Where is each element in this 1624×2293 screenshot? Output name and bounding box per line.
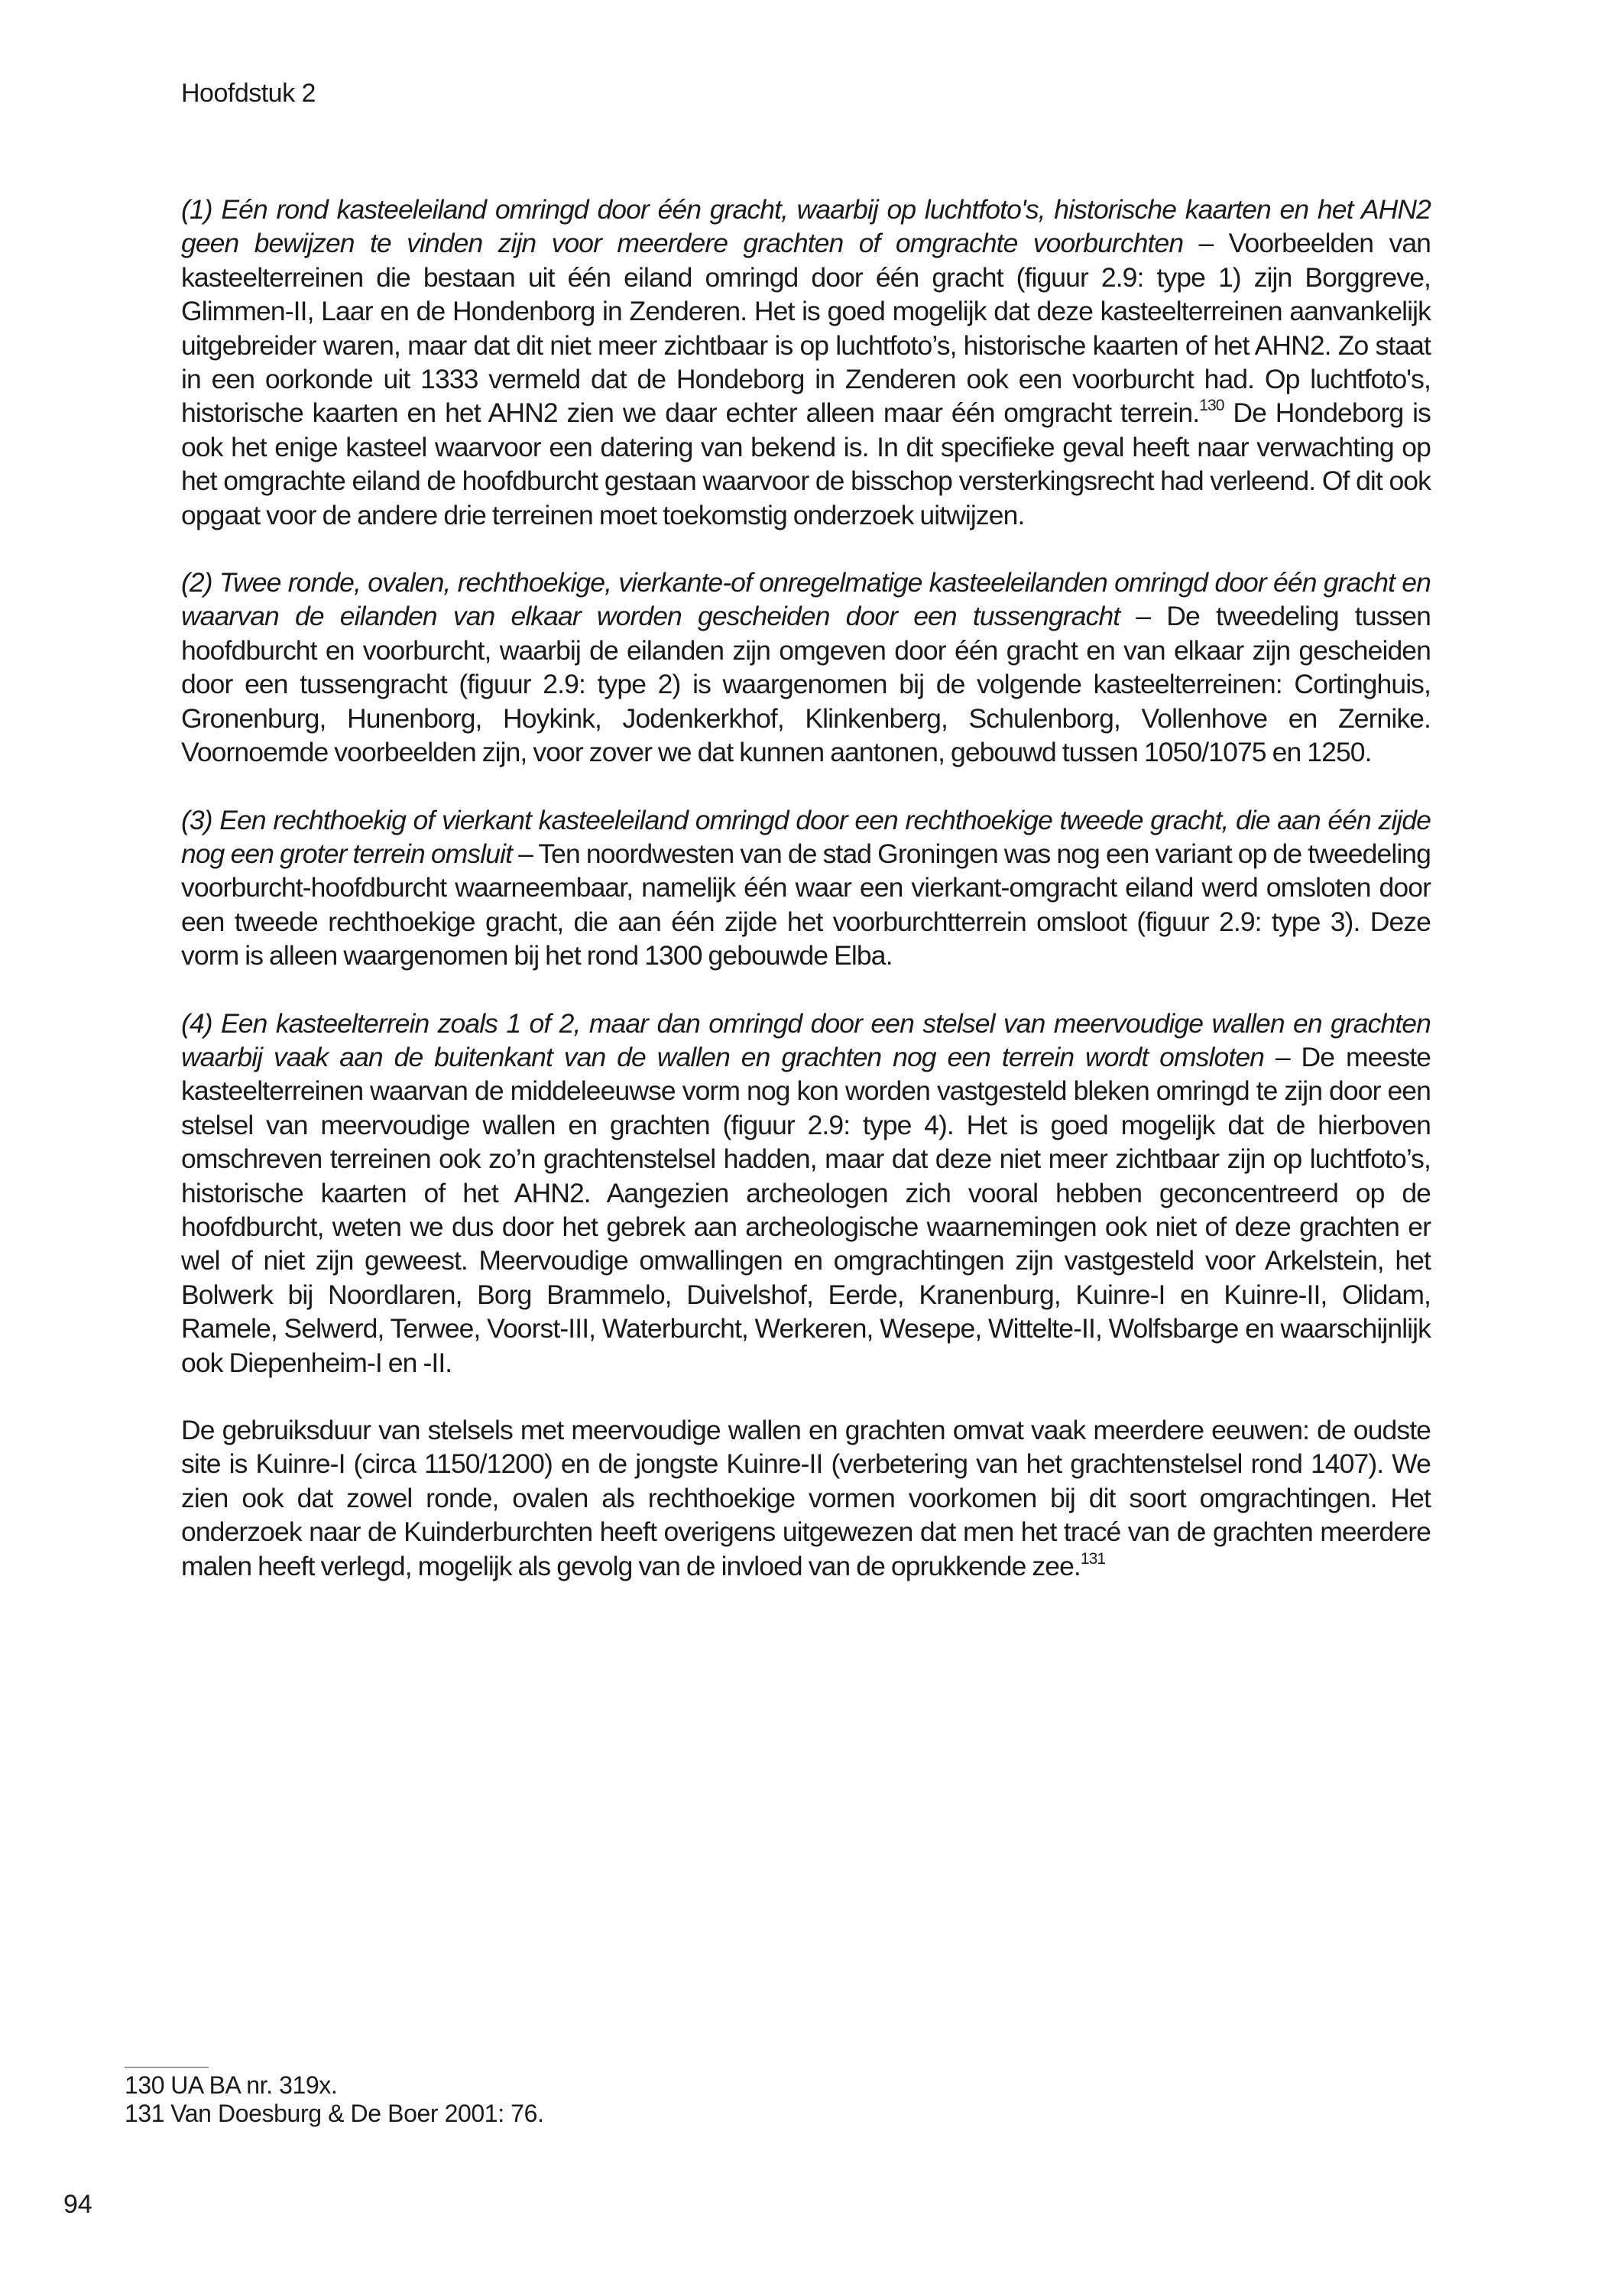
running-head: Hoofdstuk 2 <box>181 79 316 108</box>
page-number: 94 <box>63 2190 92 2219</box>
footnote-130 <box>125 2071 543 2100</box>
footnote-number: 130 <box>125 2071 165 2099</box>
footnote-ref-131[interactable]: 131 <box>1080 1549 1106 1568</box>
footnotes <box>125 2071 543 2128</box>
paragraph-text: – De meeste kasteelterreinen waarvan de middeleeuwse vorm nog kon worden vastgesteld bleken omringd te zijn door een stelsel van meervoudige wallen en grachten (figuur 2.9: type 4). Het is goed mogelijk dat de hierboven omschreven terreinen ook zo’n grachtenstelsel hadden, maar dat deze niet meer zichtbaar zijn op luchtfoto’s, historische kaarten of het AHN2. Aangezien archeologen zich vooral hebben geconcentreerd op de hoofdburcht, weten we dus door het gebrek aan archeologische waarnemingen ook niet of deze grachten er wel of niet zijn geweest. Meervoudige omwallingen en omgrachtingen zijn vastgesteld voor Arkelstein, het Bolwerk bij Noordlaren, Borg Brammelo, Duivelshof, Eerde, Kranenburg, Kuinre-I en Kuinre-II, Olidam, Ramele, Selwerd, Terwee, Voorst-III, Waterburcht, Werkeren, Wesepe, Wittelte-II, Wolfsbarge en waarschijnlijk ook Diepenheim-I en -II. <box>181 1041 1431 1378</box>
type-2-heading: (2) Twee ronde, ovalen, rechthoekige, vierkante-of onregelmatige kasteeleilanden omringd door één gracht en waarvan de eilanden van elkaar worden gescheiden door een tussengracht <box>181 567 1431 632</box>
paragraph-type-2 <box>181 566 1431 769</box>
footnote-divider <box>125 2067 209 2068</box>
paragraph-type-4 <box>181 1007 1431 1380</box>
footnote-text: UA BA nr. 319x. <box>170 2071 338 2099</box>
paragraph-text: – Voorbeelden van kasteelterreinen die bestaan uit één eiland omringd door één gracht (figuur 2.9: type 1) zijn Borggreve, Glimmen-II, Laar en de Hondenborg in Zenderen. Het is goed mogelijk dat deze kasteelterreinen aanvankelijk uitgebreider waren, maar dat dit niet meer zichtbaar is op luchtfoto’s, historische kaarten of het AHN2. Zo staat in een oorkonde uit 1333 vermeld dat de Hondeborg in Zenderen ook een voorburcht had. Op luchtfoto's, historische kaarten en het AHN2 zien we daar echter alleen maar één omgracht terrein. <box>181 228 1431 429</box>
paragraph-conclusion <box>181 1413 1431 1583</box>
footnote-ref-130[interactable]: 130 <box>1199 397 1224 415</box>
body-text <box>181 193 1431 1617</box>
paragraph-type-1 <box>181 193 1431 532</box>
type-1-heading: (1) Eén rond kasteeleiland omringd door één gracht, waarbij op luchtfoto's, historische kaarten en het AHN2 geen bewijzen te vinden zijn voor meerdere grachten of omgrachte voorburchten <box>181 194 1431 259</box>
footnote-number: 131 <box>125 2100 165 2127</box>
paragraph-text: De Hondeborg is ook het enige kasteel waarvoor een datering van bekend is. In dit specifieke geval heeft naar verwachting op het omgrachte eiland de hoofdburcht gestaan waarvoor de bisschop versterkingsrecht had verleend. Of dit ook opgaat voor de andere drie terreinen moet toekomstig onderzoek uitwijzen. <box>181 397 1431 530</box>
paragraph-text: De gebruiksduur van stelsels met meervoudige wallen en grachten omvat vaak meerdere eeuwen: de oudste site is Kuinre-I (circa 1150/1200) en de jongste Kuinre-II (verbetering van het grachtenstelsel rond 1407). We zien ook dat zowel ronde, ovalen als rechthoekige vormen voorkomen bij dit soort omgrachtingen. Het onderzoek naar de Kuinderburchten heeft overigens uitgewezen dat men het tracé van de grachten meerdere malen heeft verlegd, mogelijk als gevolg van de invloed van de oprukkende zee. <box>181 1415 1431 1581</box>
type-3-heading: (3) Een rechthoekig of vierkant kasteeleiland omringd door een rechthoekige tweede gracht, die aan één zijde nog een groter terrein omsluit <box>181 804 1431 869</box>
footnote-text: Van Doesburg & De Boer 2001: 76. <box>170 2100 544 2127</box>
footnote-131 <box>125 2100 543 2128</box>
paragraph-text: – Ten noordwesten van de stad Groningen was nog een variant op de tweedeling voorburcht-hoofdburcht waarneembaar, namelijk één waar een vierkant-omgracht eiland werd omsloten door een tweede rechthoekige gracht, die aan één zijde het voorburchtterrein omsloot (figuur 2.9: type 3). Deze vorm is alleen waargenomen bij het rond 1300 gebouwde Elba. <box>181 838 1431 971</box>
paragraph-text: – De tweedeling tussen hoofdburcht en voorburcht, waarbij de eilanden zijn omgeven door één gracht en van elkaar zijn gescheiden door een tussengracht (figuur 2.9: type 2) is waargenomen bij de volgende kasteelterreinen: Cortinghuis, Gronenburg, Hunenborg, Hoykink, Jodenkerkhof, Klinkenberg, Schulenborg, Vollenhove en Zernike. Voornoemde voorbeelden zijn, voor zover we dat kunnen aantonen, gebouwd tussen 1050/1075 en 1250. <box>181 601 1431 768</box>
paragraph-type-3 <box>181 803 1431 973</box>
type-4-heading: (4) Een kasteelterrein zoals 1 of 2, maar dan omringd door een stelsel van meervoudige wallen en grachten waarbij vaak aan de buitenkant van de wallen en grachten nog een terrein wordt omsloten <box>181 1007 1431 1072</box>
